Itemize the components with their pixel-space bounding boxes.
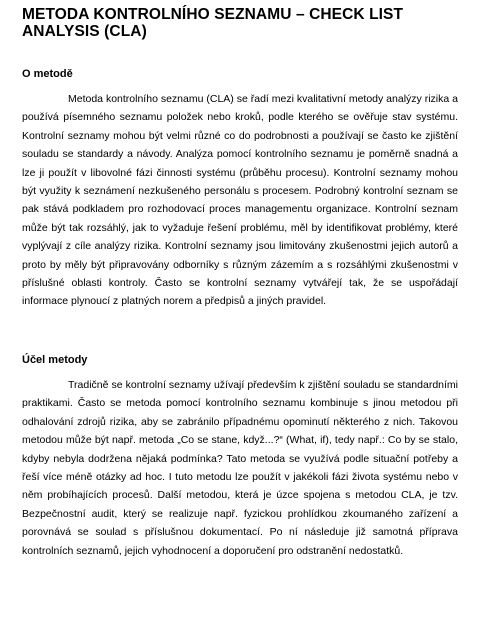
section-body-about-method: Metoda kontrolního seznamu (CLA) se řadí mezi kvalitativní metody analýzy rizika a používá písemného seznamu položek nebo kroků, podle kterého se ověřuje stav systému. Kontrolní seznamy mohou být velmi různé co do podrobnosti a používají se často ke zjištění souladu se standardy a návody. Analýza pomocí kontrolního seznamu je poměrně snadná a lze ji použít v libovolné fázi činnosti systému (průběhu procesu). Kontrolní seznamy mohou být využity k seznámení nezkušeného personálu s procesem. Podrobný kontrolní seznam se pak stává podkladem pro rozhodovací proces managementu organizace. Kontrolní seznam může být tak rozsáhlý, jak to vyžaduje řešení problému, měl by identifikovat problémy, které vyplývají z cíle analýzy rizika. Kontrolní seznamy jsou limitovány zkušenostmi jejich autorů a proto by měly být připravovány odborníky s různým zázemím a s rozsáhlými zkušenostmi v příslušné oblasti kontroly. Často se kontrolní seznamy vytvářejí tak, že se uspořádají informace plynoucí z platných norem a předpisů a jiných pravidel.: [22, 93, 458, 308]
document-title: METODA KONTROLNÍHO SEZNAMU – CHECK LIST ANALYSIS (CLA): [22, 6, 404, 40]
section-heading-about-method: O metodě: [22, 68, 73, 80]
section-heading-method-purpose: Účel metody: [22, 353, 88, 366]
section-body-method-purpose: Tradičně se kontrolní seznamy užívají především k zjištění souladu se standardními praktikami. Často se metoda pomocí kontrolního seznamu kombinuje s jinou metodou při odhalování zdrojů rizika, aby se zabránilo případnému opominutí některého z nich. Takovou metodou může být např. metoda „Co se stane, když...?“ (What, if), tedy např.: Co by se stalo, kdyby nebyla dodržena nějaká podmínka? Tato metoda se využívá podle situační potřeby a řeší více méně otázky ad hoc. I tuto metodu lze použít v jakékoli fázi života systému nebo v něm probíhajících procesů. Další metodou, která je úzce spojena s metodou CLA, je tzv. Bezpečnostní audit, který se realizuje např. fyzickou prohlídkou zkoumaného zařízení a porovnává se soulad s příslušnou dokumentací. Po ní následuje již samotná příprava kontrolních seznamů, jejich vyhodnocení a doporučení pro odstranění nedostatků.: [22, 378, 458, 557]
